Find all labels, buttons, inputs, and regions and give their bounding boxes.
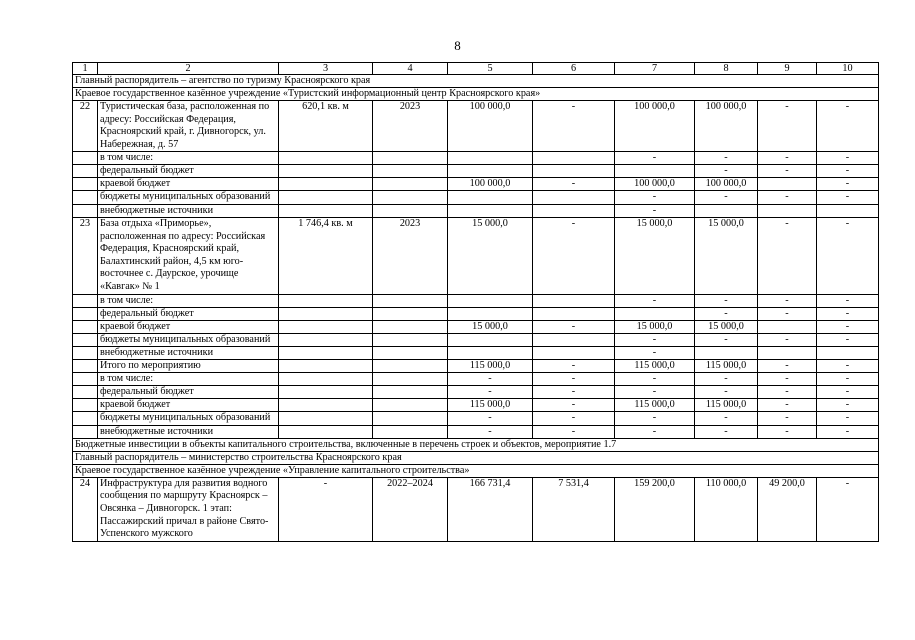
table-cell: 100 000,0: [448, 178, 533, 191]
table-cell: 2023: [373, 101, 448, 152]
table-cell: [448, 165, 533, 178]
table-cell: [373, 307, 448, 320]
table-cell: 159 200,0: [615, 477, 695, 541]
table-row: [73, 347, 879, 360]
table-cell: краевой бюджет: [98, 399, 279, 412]
table-cell: -: [817, 101, 879, 152]
table-row: [73, 152, 879, 165]
table-cell: [533, 294, 615, 307]
table-cell: [533, 204, 615, 217]
table-cell: -: [615, 347, 695, 360]
table-cell: -: [695, 333, 758, 347]
table-cell: внебюджетные источники: [98, 425, 279, 438]
table-cell: 1 746,4 кв. м: [279, 217, 373, 294]
table-cell: -: [817, 399, 879, 412]
table-cell: [279, 425, 373, 438]
table-cell: -: [533, 399, 615, 412]
table-cell: 23: [73, 217, 98, 294]
table-cell: -: [817, 373, 879, 386]
table-cell: [448, 191, 533, 205]
table-cell: [533, 152, 615, 165]
table-row: [73, 386, 879, 399]
section-row: [73, 438, 879, 451]
table-cell: -: [533, 178, 615, 191]
table-cell: [279, 178, 373, 191]
table-cell: -: [758, 217, 817, 294]
table-cell: [373, 347, 448, 360]
table-row: [73, 217, 879, 294]
table-cell: 7 531,4: [533, 477, 615, 541]
table-cell: -: [758, 386, 817, 399]
table-cell: -: [615, 204, 695, 217]
table-cell: 110 000,0: [695, 477, 758, 541]
section-title: Краевое государственное казённое учреждение «Туристский информационный центр Красноярского края»: [73, 88, 879, 101]
table-cell: [373, 191, 448, 205]
table-cell: -: [448, 412, 533, 426]
table-cell: -: [615, 412, 695, 426]
table-cell: в том числе:: [98, 294, 279, 307]
table-cell: -: [817, 191, 879, 205]
column-header: 2: [98, 63, 279, 75]
section-title: Бюджетные инвестиции в объекты капитального строительства, включенные в перечень строек и объектов, мероприятие 1.7: [73, 438, 879, 451]
table-cell: федеральный бюджет: [98, 307, 279, 320]
table-cell: -: [695, 191, 758, 205]
column-header: 9: [758, 63, 817, 75]
table-cell: в том числе:: [98, 152, 279, 165]
table-cell: [279, 204, 373, 217]
table-cell: [533, 347, 615, 360]
table-cell: 115 000,0: [615, 360, 695, 373]
table-cell: краевой бюджет: [98, 178, 279, 191]
table-cell: -: [817, 294, 879, 307]
table-cell: -: [817, 165, 879, 178]
table-cell: [73, 347, 98, 360]
table-row: [73, 307, 879, 320]
table-cell: 15 000,0: [695, 217, 758, 294]
table-cell: База отдыха «Приморье», расположенная по адресу: Российская Федерация, Красноярский край, Балахтинский район, 4,5 км юго-восточнее с. Даурское, урочище «Кавгак» № 1: [98, 217, 279, 294]
section-title: Главный распорядитель – агентство по туризму Красноярского края: [73, 75, 879, 88]
table-cell: Инфраструктура для развития водного сообщения по маршруту Красноярск – Овсянка – Дивногорск. 1 этап: Пассажирский причал в районе Свято-Успенского мужского: [98, 477, 279, 541]
table-cell: внебюджетные источники: [98, 347, 279, 360]
table-cell: федеральный бюджет: [98, 165, 279, 178]
table-row: [73, 101, 879, 152]
table-row: [73, 333, 879, 347]
table-cell: -: [758, 373, 817, 386]
table-cell: 15 000,0: [615, 217, 695, 294]
table-cell: [373, 294, 448, 307]
table-row: [73, 204, 879, 217]
section-title: Краевое государственное казённое учреждение «Управление капитального строительства»: [73, 464, 879, 477]
table-cell: -: [615, 386, 695, 399]
table-row: [73, 425, 879, 438]
table-cell: [73, 399, 98, 412]
table-row: [73, 191, 879, 205]
table-cell: -: [615, 425, 695, 438]
table-cell: -: [758, 412, 817, 426]
table-cell: -: [817, 178, 879, 191]
table-cell: [73, 320, 98, 333]
table-cell: [448, 152, 533, 165]
table-cell: [533, 333, 615, 347]
table-cell: [533, 165, 615, 178]
table-cell: -: [615, 152, 695, 165]
table-cell: [279, 165, 373, 178]
table-cell: [73, 294, 98, 307]
budget-table: [72, 62, 879, 542]
table-cell: -: [695, 294, 758, 307]
section-row: [73, 75, 879, 88]
column-header: 8: [695, 63, 758, 75]
table-cell: 620,1 кв. м: [279, 101, 373, 152]
section-title: Главный распорядитель – министерство строительства Красноярского края: [73, 451, 879, 464]
table-cell: [73, 360, 98, 373]
table-cell: 15 000,0: [615, 320, 695, 333]
column-header: 6: [533, 63, 615, 75]
table-cell: [695, 204, 758, 217]
table-cell: 49 200,0: [758, 477, 817, 541]
table-cell: [373, 360, 448, 373]
table-cell: [448, 333, 533, 347]
table-cell: 100 000,0: [695, 178, 758, 191]
table-cell: [533, 191, 615, 205]
table-cell: [373, 333, 448, 347]
table-cell: [448, 347, 533, 360]
table-cell: в том числе:: [98, 373, 279, 386]
table-cell: [758, 347, 817, 360]
table-cell: 15 000,0: [448, 320, 533, 333]
table-cell: 24: [73, 477, 98, 541]
table-row: [73, 477, 879, 541]
table-cell: -: [448, 386, 533, 399]
table-cell: -: [695, 307, 758, 320]
table-cell: 115 000,0: [615, 399, 695, 412]
table-cell: -: [758, 191, 817, 205]
table-cell: -: [817, 360, 879, 373]
table-cell: -: [817, 425, 879, 438]
table-cell: [448, 307, 533, 320]
table-cell: -: [758, 294, 817, 307]
table-cell: [279, 333, 373, 347]
table-cell: [279, 360, 373, 373]
table-cell: -: [817, 320, 879, 333]
table-cell: [73, 412, 98, 426]
table-cell: [758, 204, 817, 217]
table-cell: [279, 320, 373, 333]
table-cell: -: [695, 386, 758, 399]
column-header: 3: [279, 63, 373, 75]
table-cell: [615, 307, 695, 320]
table-cell: [817, 347, 879, 360]
table-cell: -: [758, 360, 817, 373]
table-cell: [279, 399, 373, 412]
table-cell: -: [615, 373, 695, 386]
section-row: [73, 88, 879, 101]
table-row: [73, 178, 879, 191]
table-cell: [73, 152, 98, 165]
table-row: [73, 360, 879, 373]
table-cell: -: [533, 320, 615, 333]
table-cell: -: [533, 386, 615, 399]
table-cell: -: [448, 373, 533, 386]
table-cell: -: [758, 307, 817, 320]
table-cell: -: [817, 386, 879, 399]
table-cell: [695, 347, 758, 360]
table-cell: федеральный бюджет: [98, 386, 279, 399]
table-cell: [758, 178, 817, 191]
table-cell: -: [817, 217, 879, 294]
table-cell: [448, 294, 533, 307]
table-cell: [279, 386, 373, 399]
table-cell: -: [695, 373, 758, 386]
column-header: 4: [373, 63, 448, 75]
table-cell: [817, 204, 879, 217]
table-cell: [279, 307, 373, 320]
table-cell: 15 000,0: [448, 217, 533, 294]
table-cell: -: [448, 425, 533, 438]
table-cell: [373, 165, 448, 178]
table-cell: -: [533, 217, 615, 294]
column-header: 1: [73, 63, 98, 75]
column-header: 5: [448, 63, 533, 75]
table-cell: -: [695, 152, 758, 165]
table-cell: -: [758, 165, 817, 178]
table-cell: бюджеты муниципальных образований: [98, 412, 279, 426]
table-cell: [73, 178, 98, 191]
table-cell: [73, 333, 98, 347]
table-cell: Итого по мероприятию: [98, 360, 279, 373]
table-cell: [279, 347, 373, 360]
table-cell: -: [758, 399, 817, 412]
table-cell: -: [695, 425, 758, 438]
column-header: 7: [615, 63, 695, 75]
table-row: [73, 412, 879, 426]
table-cell: 100 000,0: [448, 101, 533, 152]
table-cell: [73, 425, 98, 438]
table-cell: [73, 373, 98, 386]
table-cell: [279, 294, 373, 307]
table-cell: -: [817, 307, 879, 320]
table-cell: [73, 386, 98, 399]
table-cell: -: [533, 360, 615, 373]
table-cell: -: [533, 373, 615, 386]
table-cell: [73, 191, 98, 205]
table-cell: [73, 307, 98, 320]
table-cell: -: [817, 333, 879, 347]
section-row: [73, 464, 879, 477]
table-cell: -: [695, 165, 758, 178]
table-cell: бюджеты муниципальных образований: [98, 191, 279, 205]
table-cell: [373, 399, 448, 412]
table-cell: [615, 165, 695, 178]
table-cell: [758, 320, 817, 333]
table-cell: -: [615, 191, 695, 205]
table-cell: -: [533, 425, 615, 438]
table-cell: Туристическая база, расположенная по адресу: Российская Федерация, Красноярский край, г. Дивногорск, ул. Набережная, д. 57: [98, 101, 279, 152]
table-cell: [373, 425, 448, 438]
table-row: [73, 294, 879, 307]
page-number: 8: [454, 38, 461, 53]
table-cell: [279, 412, 373, 426]
table-cell: [279, 373, 373, 386]
table-cell: -: [279, 477, 373, 541]
table-cell: -: [695, 412, 758, 426]
table-cell: [373, 412, 448, 426]
table-row: [73, 320, 879, 333]
table-cell: -: [758, 152, 817, 165]
section-row: [73, 451, 879, 464]
table-cell: [533, 307, 615, 320]
table-cell: -: [817, 152, 879, 165]
table-cell: [373, 152, 448, 165]
table-cell: -: [533, 412, 615, 426]
table-cell: краевой бюджет: [98, 320, 279, 333]
table-row: [73, 165, 879, 178]
table-cell: 166 731,4: [448, 477, 533, 541]
table-cell: [73, 204, 98, 217]
table-cell: -: [758, 333, 817, 347]
table-cell: 100 000,0: [695, 101, 758, 152]
header-row: [73, 63, 879, 75]
table-cell: -: [533, 101, 615, 152]
table-cell: -: [758, 101, 817, 152]
table-cell: внебюджетные источники: [98, 204, 279, 217]
table-cell: [373, 373, 448, 386]
table-cell: [73, 165, 98, 178]
table-row: [73, 399, 879, 412]
table-cell: [448, 204, 533, 217]
table-cell: 2022–2024: [373, 477, 448, 541]
table-cell: [279, 152, 373, 165]
table-row: [73, 373, 879, 386]
table-cell: 115 000,0: [695, 399, 758, 412]
table-cell: 100 000,0: [615, 101, 695, 152]
table-cell: -: [615, 294, 695, 307]
table-cell: 115 000,0: [448, 360, 533, 373]
table-cell: 2023: [373, 217, 448, 294]
table-cell: 115 000,0: [695, 360, 758, 373]
table-cell: -: [817, 477, 879, 541]
table-cell: -: [817, 412, 879, 426]
table-cell: -: [758, 425, 817, 438]
table-cell: бюджеты муниципальных образований: [98, 333, 279, 347]
table-cell: 15 000,0: [695, 320, 758, 333]
table-cell: [373, 178, 448, 191]
column-header: 10: [817, 63, 879, 75]
table-cell: [373, 386, 448, 399]
table-cell: [373, 320, 448, 333]
table-cell: [279, 191, 373, 205]
table-cell: 100 000,0: [615, 178, 695, 191]
table-cell: [373, 204, 448, 217]
table-cell: 22: [73, 101, 98, 152]
table-cell: -: [615, 333, 695, 347]
table-cell: 115 000,0: [448, 399, 533, 412]
